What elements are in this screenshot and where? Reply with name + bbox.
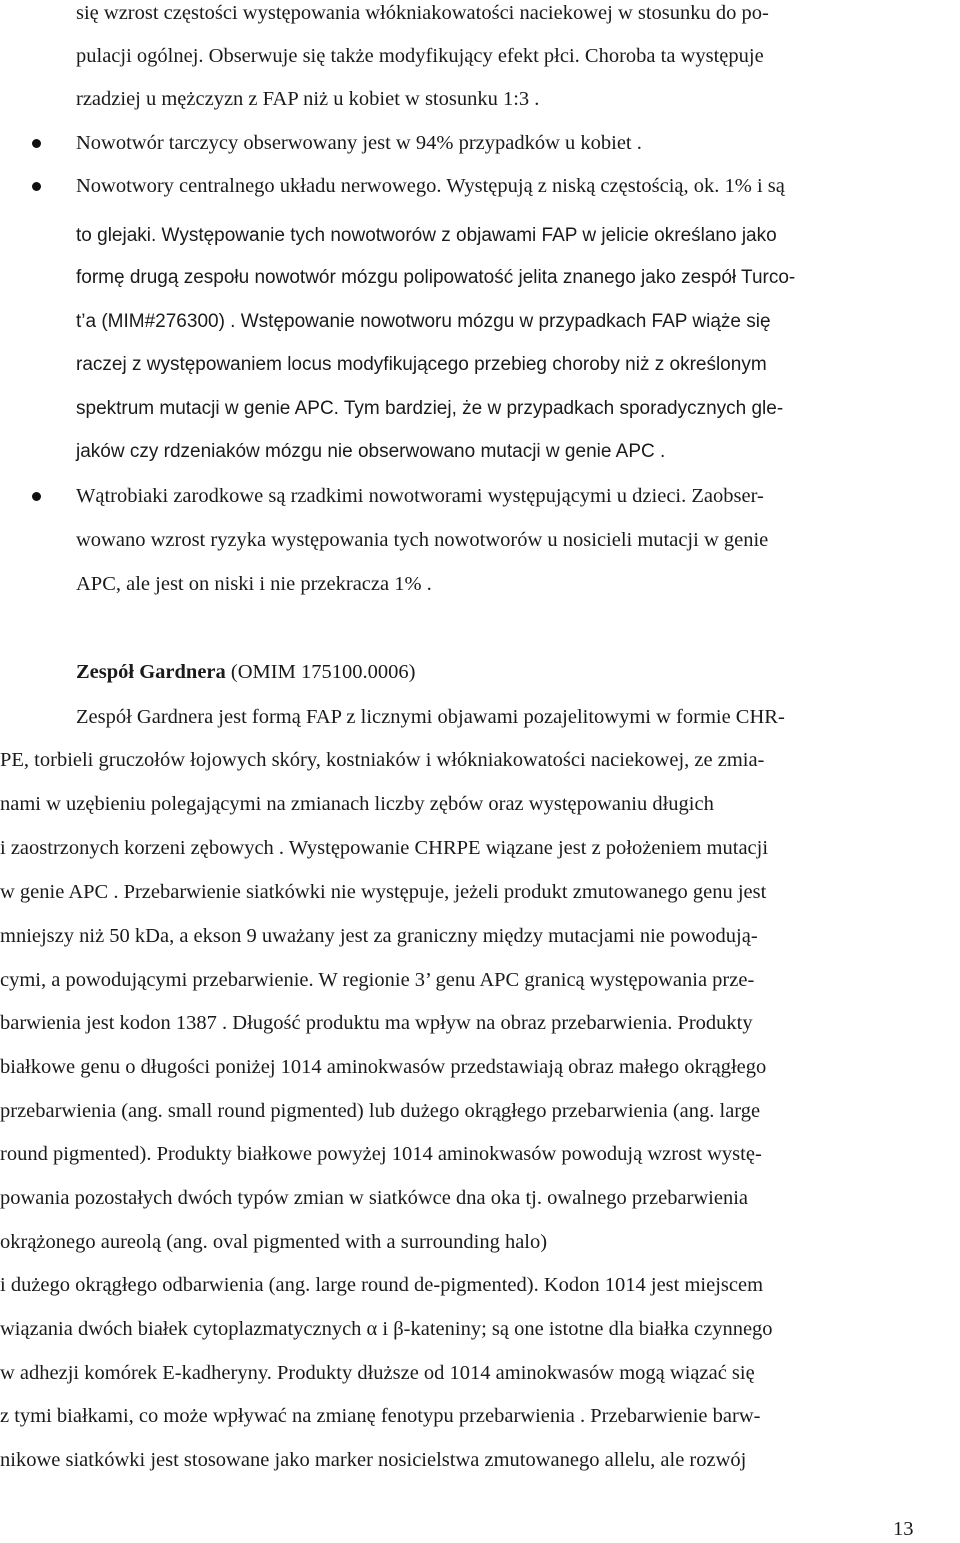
body-line: nami w uzębieniu polegającymi na zmianach liczby zębów oraz występowaniu długich — [0, 793, 714, 815]
list-line: Nowotwór tarczycy obserwowany jest w 94% przypadków u kobiet . — [76, 132, 642, 154]
list-line: t’a (MIM#276300) . Wstępowanie nowotworu mózgu w przypadkach FAP wiąże się — [76, 311, 771, 332]
section-code: (OMIM 175100.0006) — [225, 661, 416, 683]
body-line: powania pozostałych dwóch typów zmian w siatkówce dna oka tj. owalnego przebarwienia — [0, 1187, 749, 1209]
list-line: Wątrobiaki zarodkowe są rzadkimi nowotworami występującymi u dzieci. Zaobser- — [76, 485, 764, 507]
body-line: i dużego okrągłego odbarwienia (ang. large round de-pigmented). Kodon 1014 jest miejscem — [0, 1274, 764, 1296]
body-line: cymi, a powodującymi przebarwienie. W regionie 3’ genu APC granicą występowania prze- — [0, 969, 755, 991]
list-line: jaków czy rdzeniaków mózgu nie obserwowano mutacji w genie APC . — [76, 441, 666, 462]
list-line: formę drugą zespołu nowotwór mózgu polipowatość jelita znanego jako zespół Turco- — [76, 267, 796, 288]
body-line: Zespół Gardnera jest formą FAP z licznymi objawami pozajelitowymi w formie CHR- — [76, 706, 785, 728]
body-line: nikowe siatkówki jest stosowane jako marker nosicielstwa zmutowanego allelu, ale rozwój — [0, 1449, 747, 1471]
bullet-icon — [32, 182, 41, 191]
section-title: Zespół Gardnera — [76, 661, 226, 683]
body-line: barwienia jest kodon 1387 . Długość produktu ma wpływ na obraz przebarwienia. Produkty — [0, 1012, 753, 1034]
body-line: PE, torbieli gruczołów łojowych skóry, kostniaków i włókniakowatości naciekowej, ze zmia- — [0, 749, 765, 771]
list-line: APC, ale jest on niski i nie przekracza 1% . — [76, 573, 432, 595]
body-line: mniejszy niż 50 kDa, a ekson 9 uważany jest za graniczny między mutacjami nie powodują- — [0, 925, 758, 947]
body-line: okrążonego aureolą (ang. oval pigmented with a surrounding halo) — [0, 1231, 548, 1253]
body-line: w genie APC . Przebarwienie siatkówki nie występuje, jeżeli produkt zmutowanego genu jest — [0, 881, 767, 903]
body-line: przebarwienia (ang. small round pigmented) lub dużego okrągłego przebarwienia (ang. large — [0, 1100, 761, 1122]
bullet-icon — [32, 492, 41, 501]
list-line: wowano wzrost ryzyka występowania tych nowotworów u nosicieli mutacji w genie — [76, 529, 769, 551]
body-line: z tymi białkami, co może wpływać na zmianę fenotypu przebarwienia . Przebarwienie barw- — [0, 1405, 761, 1427]
body-line: round pigmented). Produkty białkowe powyżej 1014 aminokwasów powodują wzrost wystę- — [0, 1143, 762, 1165]
list-line: Nowotwory centralnego układu nerwowego. Występują z niską częstością, ok. 1% i są — [76, 175, 785, 197]
page-number: 13 — [893, 1518, 914, 1540]
body-line: białkowe genu o długości poniżej 1014 aminokwasów przedstawiają obraz małego okrągłego — [0, 1056, 767, 1078]
list-line: pulacji ogólnej. Obserwuje się także modyfikujący efekt płci. Choroba ta występuje — [76, 45, 764, 67]
list-line: się wzrost częstości występowania włókniakowatości naciekowej w stosunku do po- — [76, 2, 769, 24]
section-heading — [76, 660, 415, 684]
body-line: wiązania dwóch białek cytoplazmatycznych α i β-kateniny; są one istotne dla białka czynnego — [0, 1318, 773, 1340]
list-line: raczej z występowaniem locus modyfikującego przebieg choroby niż z określonym — [76, 354, 767, 375]
bullet-icon — [32, 139, 41, 148]
body-line: i zaostrzonych korzeni zębowych . Występowanie CHRPE wiązane jest z położeniem mutacji — [0, 837, 769, 859]
list-line: rzadziej u mężczyzn z FAP niż u kobiet w stosunku 1:3 . — [76, 88, 540, 110]
list-line: to glejaki. Występowanie tych nowotworów z objawami FAP w jelicie określano jako — [76, 225, 777, 246]
body-line: w adhezji komórek E-kadheryny. Produkty dłuższe od 1014 aminokwasów mogą wiązać się — [0, 1362, 755, 1384]
list-line: spektrum mutacji w genie APC. Tym bardziej, że w przypadkach sporadycznych gle- — [76, 398, 784, 419]
